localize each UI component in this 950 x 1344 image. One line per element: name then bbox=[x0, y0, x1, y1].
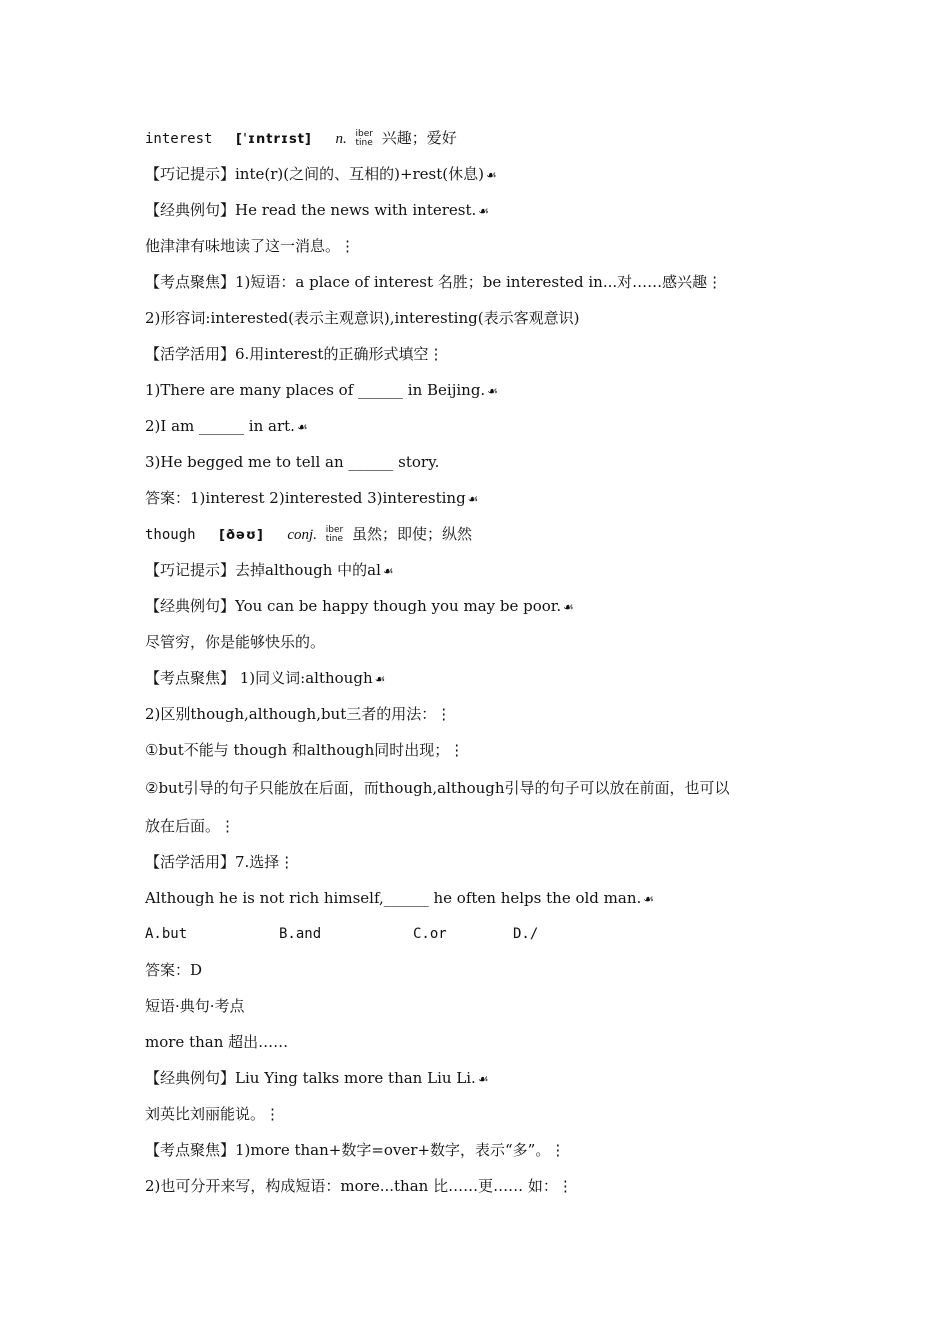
liberty-marker-icon: iber tine bbox=[355, 129, 373, 148]
swirl-icon: ☙ bbox=[487, 384, 498, 398]
headword: interest bbox=[145, 131, 213, 147]
liberty-marker-icon: iber tine bbox=[325, 525, 344, 544]
part-of-speech: conj. bbox=[287, 527, 317, 543]
text-line: 【考点聚焦】1)more than+数字=over+数字，表示“多”。⋮ bbox=[145, 1141, 566, 1159]
text-line: 3)He begged me to tell an ______ story. bbox=[145, 453, 440, 471]
text-line: more than 超出…… bbox=[145, 1033, 289, 1051]
text-line: 2)也可分开来写，构成短语：more...than 比……更…… 如：⋮ bbox=[145, 1177, 573, 1195]
entry-though bbox=[145, 516, 825, 552]
meaning: 虽然；即使；纵然 bbox=[351, 525, 472, 543]
text-line: ①but不能与 though 和although同时出现；⋮ bbox=[145, 741, 465, 759]
text-line: Although he is not rich himself,______ he often helps the old man. ☙ bbox=[145, 889, 655, 907]
option-a: A.but bbox=[145, 926, 188, 942]
swirl-icon: ☙ bbox=[382, 564, 394, 578]
section-heading: 短语·典句·考点 bbox=[145, 997, 245, 1015]
text-line: 答案：1)interest 2)interested 3)interesting ☙ bbox=[145, 489, 479, 507]
option-c: C.or bbox=[413, 926, 447, 942]
headword: though bbox=[145, 527, 196, 543]
swirl-icon: ☙ bbox=[643, 892, 655, 906]
text-line: ②but引导的句子只能放在后面，而though,although引导的句子可以放在前面，也可以 bbox=[145, 779, 730, 797]
document-page bbox=[145, 120, 825, 1204]
text-line: 【巧记提示】inte(r)(之间的、互相的)+rest(休息) ☙ bbox=[145, 165, 497, 183]
phonetic: [ˈɪntrɪst] bbox=[236, 132, 312, 147]
text-line: 2)区别though,although,but三者的用法：⋮ bbox=[145, 705, 452, 723]
swirl-icon: ☙ bbox=[486, 168, 497, 182]
entry-interest bbox=[145, 120, 825, 156]
swirl-icon: ☙ bbox=[467, 492, 479, 506]
text-line: 【巧记提示】去掉although 中的al ☙ bbox=[145, 561, 394, 579]
choice-options bbox=[145, 916, 825, 952]
text-line: 放在后面。⋮ bbox=[145, 817, 236, 835]
swirl-icon: ☙ bbox=[296, 420, 308, 434]
text-line: 【考点聚焦】1)短语：a place of interest 名胜；be interested in...对……感兴趣⋮ bbox=[145, 273, 723, 291]
text-line: 刘英比刘丽能说。⋮ bbox=[145, 1105, 281, 1123]
text-line: 他津津有味地读了这一消息。⋮ bbox=[145, 237, 356, 255]
swirl-icon: ☙ bbox=[563, 600, 574, 614]
option-d: D./ bbox=[513, 926, 539, 942]
text-line: 【考点聚焦】 1)同义词:although ☙ bbox=[145, 669, 386, 687]
swirl-icon: ☙ bbox=[477, 1072, 489, 1086]
text-line: 【经典例句】You can be happy though you may be poor. ☙ bbox=[145, 597, 574, 615]
text-line: 【经典例句】He read the news with interest. ☙ bbox=[145, 201, 490, 219]
text-line: 【活学活用】6.用interest的正确形式填空⋮ bbox=[145, 345, 444, 363]
part-of-speech: n. bbox=[335, 131, 347, 147]
text-line: 尽管穷，你是能够快乐的。 bbox=[145, 633, 326, 651]
text-line: 【经典例句】Liu Ying talks more than Liu Li. ☙ bbox=[145, 1069, 489, 1087]
swirl-icon: ☙ bbox=[374, 672, 386, 686]
text-line: 2)I am ______ in art. ☙ bbox=[145, 417, 308, 435]
text-line: 【活学活用】7.选择⋮ bbox=[145, 853, 295, 871]
option-b: B.and bbox=[279, 926, 322, 942]
meaning: 兴趣；爱好 bbox=[381, 129, 457, 147]
swirl-icon: ☙ bbox=[478, 204, 490, 218]
text-line: 答案：D bbox=[145, 961, 203, 979]
phonetic: [ðəʊ] bbox=[219, 528, 264, 543]
text-line: 1)There are many places of ______ in Beijing. ☙ bbox=[145, 381, 498, 399]
text-line: 2)形容词:interested(表示主观意识),interesting(表示客观意识) bbox=[145, 309, 580, 327]
